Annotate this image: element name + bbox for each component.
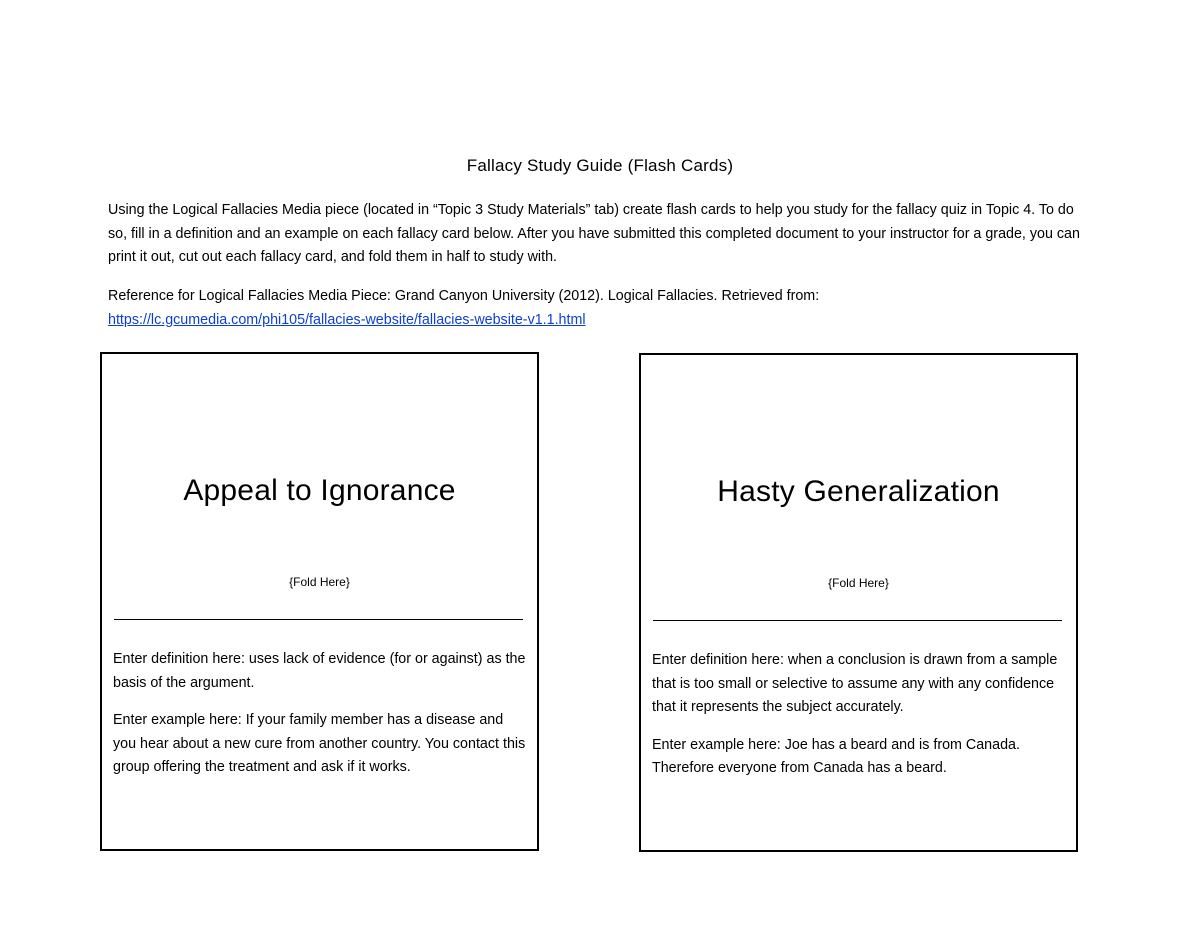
fold-label: {Fold Here} (828, 576, 889, 590)
flash-card-appeal-to-ignorance (100, 352, 539, 851)
card-definition: Enter definition here: when a conclusion is drawn from a sample that is too small or selective to assume any with any confidence that it represents the subject accurately. (652, 652, 1058, 715)
fold-label: {Fold Here} (289, 575, 350, 589)
reference-paragraph (108, 285, 1083, 332)
reference-link[interactable]: https://lc.gcumedia.com/phi105/fallacies-website/fallacies-website-v1.1.html (108, 311, 586, 328)
intro-paragraph: Using the Logical Fallacies Media piece (located in “Topic 3 Study Materials” tab) create flash cards to help you study for the fallacy quiz in Topic 4. To do so, fill in a definition and an example on each fallacy card below. After you have submitted this completed document to your instructor for a grade, you can print it out, cut out each fallacy card, and fold them in half to study with. (108, 202, 1080, 265)
card-example: Enter example here: Joe has a beard and is from Canada. Therefore everyone from Canada has a beard. (652, 736, 1020, 776)
flash-card-hasty-generalization (639, 353, 1078, 852)
card-definition: Enter definition here: uses lack of evidence (for or against) as the basis of the argument. (113, 651, 526, 691)
page-title: Fallacy Study Guide (Flash Cards) (466, 156, 734, 175)
card-title: Appeal to Ignorance (183, 474, 456, 507)
card-title: Hasty Generalization (717, 475, 1000, 508)
card-body (652, 649, 1067, 795)
fold-line (653, 620, 1062, 621)
card-example: Enter example here: If your family member has a disease and you hear about a new cure from another country. You contact this group offering the treatment and ask if it works. (113, 712, 526, 775)
reference-label: Reference for Logical Fallacies Media Piece: Grand Canyon University (2012). Logical Fallacies. Retrieved from: (108, 288, 820, 304)
card-body (113, 648, 528, 794)
fold-line (114, 619, 523, 620)
